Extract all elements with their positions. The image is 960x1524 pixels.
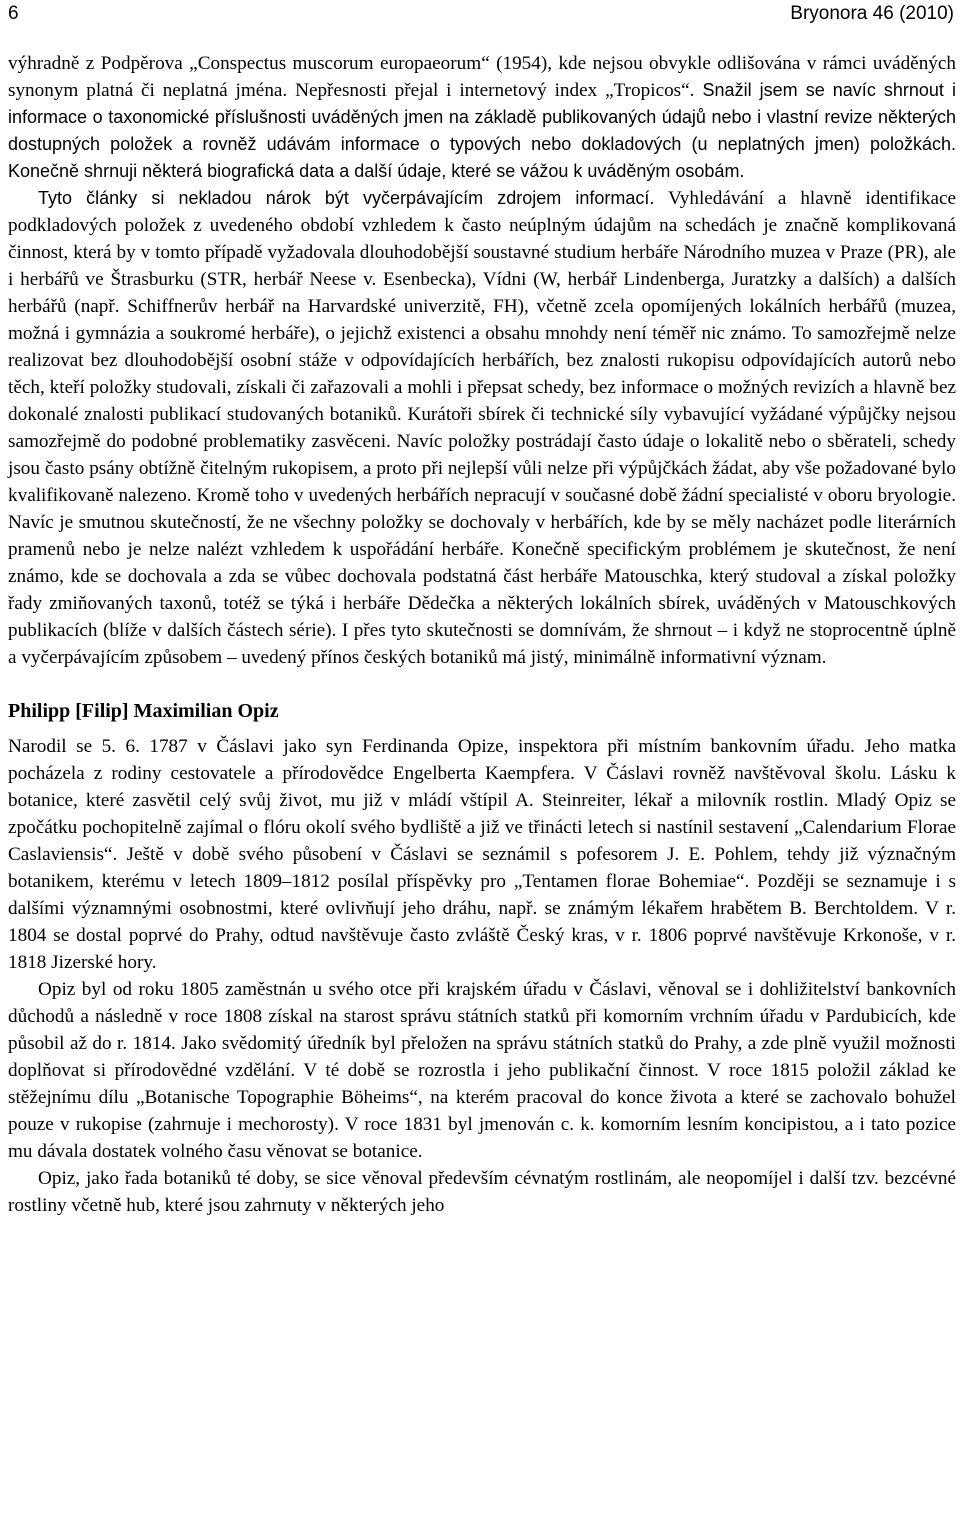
intro-paragraph-2 [8,185,956,671]
biography-paragraph-2: Opiz byl od roku 1805 zaměstnán u svého otce při krajském úřadu v Čáslavi, věnoval se i dohližitelství bankovních důchodů a následně v roce 1808 získal na starost správu státních statků při komorním vrchním úřadu v Pardubicích, kde působil až do r. 1814. Jako svědomitý úředník byl přeložen na správu státních statků do Prahy, a zde plně využil možnosti doplňovat si přírodovědné vzdělání. V té době se rozrostla i jeho publikační činnost. V roce 1815 položil základ ke stěžejnímu dílu „Botanische Topographie Böheims“, na kterém pracoval do konce života a které se zachovalo bohužel pouze v rukopise (zahrnuje i mechorosty). V roce 1831 byl jmenován c. k. komorním lesním koncipistou, a i tato pozice mu dávala dostatek volného času věnovat se botanice. [8,979,956,1162]
journal-reference: Bryonora 46 (2010) [790,3,954,24]
intro-sentence-2: Snažil jsem se navíc shrnout i informace o taxonomické příslušnosti uváděných jmen na základě publikovaných údajů nebo i vlastní revize některých dostupných položek a rovněž udávám informace o typových nebo dokladových (u neplatných jmen) položkách. Konečně shrnuji některá biografická data a další údaje, které se vážou k uváděným osobám. [8,80,956,181]
intro-sentence-1: výhradně z Podpěrova „Conspectus muscorum europaeorum“ (1954), kde nejsou obvykle odlišována v rámci uváděných synonym platná či neplatná jména. Nepřesnosti přejal i internetový index „Tropicos“. [8,53,956,101]
intro-sentence-3: Tyto články si nekladou nárok být vyčerpávajícím zdrojem informací. [38,188,655,208]
intro-paragraph [8,50,956,185]
section-heading: Philipp [Filip] Maximilian Opiz [8,700,279,722]
article-body [8,50,956,1219]
biography-paragraph-1: Narodil se 5. 6. 1787 v Čáslavi jako syn Ferdinanda Opize, inspektora při místním bankovním úřadu. Jeho matka pocházela z rodiny cestovatele a přírodovědce Engelberta Kaempfera. V Čáslavi rovněž navštěvoval školu. Lásku k botanice, které zasvětil celý svůj život, mu již v mládí vštípil A. Steinreiter, lékař a milovník rostlin. Mladý Opiz se zpočátku pochopitelně zajímal o flóru okolí svého bydliště a již ve třinácti letech si nastínil sestavení „Calendarium Florae Caslaviensis“. Ještě v době svého působení v Čáslavi se seznámil s pofesorem J. E. Pohlem, tehdy již význačným botanikem, kterému v letech 1809–1812 posílal příspěvky pro „Tentamen florae Bohemiae“. Později se seznamuje i s dalšími významnými osobnostmi, které ovlivňují jeho dráhu, např. se známým lékařem hrabětem B. Berchtoldem. V r. 1804 se dostal poprvé do Prahy, odtud navštěvuje často zvláště Český kras, v r. 1806 poprvé navštěvuje Krkonoše, v r. 1818 Jizerské hory. [8,736,956,973]
biography-paragraph-3: Opiz, jako řada botaniků té doby, se sice věnoval především cévnatým rostlinám, ale neopomíjel i další tzv. bezcévné rostliny včetně hub, které jsou zahrnuty v některých jeho [8,1168,956,1216]
page-number: 6 [8,3,19,24]
running-header [8,0,954,28]
intro-sentence-4: Vyhledávání a hlavně identifikace podkladových položek z uvedeného období vzhledem k často neúplným údajům na schedách je značně komplikovaná činnost, která by v tomto případě vyžadovala dlouhodobější soustavné studium herbáře Národního muzea v Praze (PR), ale i herbářů ve Štrasburku (STR, herbář Neese v. Esenbecka), Vídni (W, herbář Lindenberga, Juratzky a dalších) a dalších herbářů (např. Schiffnerův herbář na Harvardské univerzitě, FH), včetně zcela opomíjených lokálních herbářů (muzea, možná i gymnázia a soukromé herbáře), o jejichž existenci a obsahu mnohdy není téměř nic známo. To samozřejmě nelze realizovat bez dlouhodobější osobní stáže v odpovídajících herbářích, bez znalosti rukopisu odpovídajících autorů nebo těch, kteří položky studovali, získali či zařazovali a mohli i přepsat schedy, bez informace o možných revizích a hlavně bez dokonalé znalosti publikací studovaných botaniků. Kurátoři sbírek či technické síly vybavující vyžádané výpůjčky nejsou samozřejmě do podobné problematiky zasvěceni. Navíc položky postrádají často údaje o lokalitě nebo o sběrateli, schedy jsou často psány obtížně čitelným rukopisem, a proto při nejlepší vůli nelze při výpůjčkách žádat, aby vše požadované bylo kvalifikovaně nalezeno. Kromě toho v uvedených herbářích nepracují v současné době žádní specialisté v oboru bryologie. Navíc je smutnou skutečností, že ne všechny položky se dochovaly v herbářích, kde by se měly nacházet podle literárních pramenů nebo je nelze nalézt vzhledem k uspořádání herbáře. Konečně specifickým problémem je skutečnost, že není známo, kde se dochovala a zda se vůbec dochovala podstatná část herbáře Matouschka, který studoval a získal položky řady zmiňovaných taxonů, totéž se týká i herbáře Dědečka a některých lokálních sbírek, uváděných v Matouschkových publikacích (blíže v dalších částech série). I přes tyto skutečnosti se domnívám, že shrnout – i když ne stoprocentně úplně a vyčerpávajícím způsobem – uvedený přínos českých botaniků má jistý, minimálně informativní význam. [8,188,956,668]
